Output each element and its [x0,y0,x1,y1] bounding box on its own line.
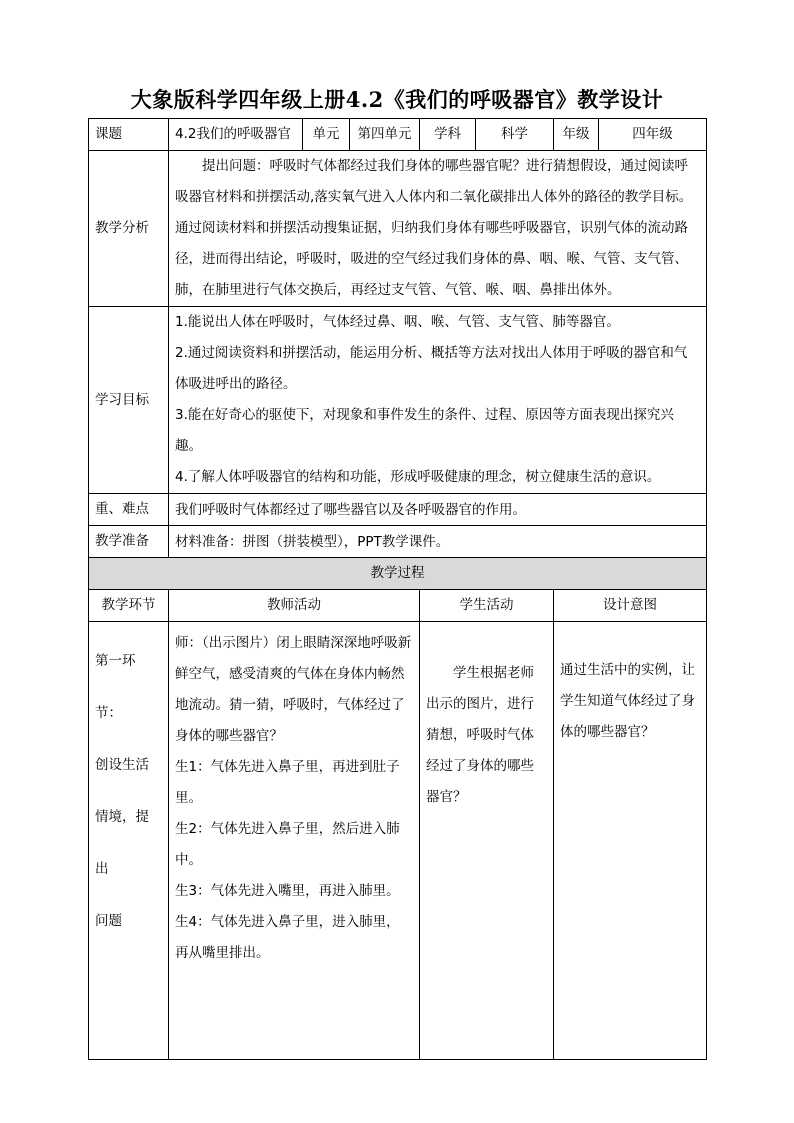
teacher-line: 生3：气体先进入嘴里，再进入肺里。 [175,883,400,899]
stage1-intent-cell [554,622,707,1060]
process-title-row [89,558,707,590]
process-section-title: 教学过程 [89,558,707,590]
teacher-line: 生4：气体先进入鼻子里，进入肺里，再从嘴里排出。 [175,914,400,961]
objectives-row [89,307,707,494]
course-label: 课题 [89,119,169,151]
stage1-stage-cell [89,622,169,1060]
teacher-line: 生1：气体先进入鼻子里，再进到肚子里。 [175,759,400,806]
preparation-label: 教学准备 [89,526,169,558]
key-points-text: 我们呼吸时气体都经过了哪些器官以及各呼吸器官的作用。 [169,494,707,526]
lesson-plan-table [88,118,707,1060]
analysis-text: 提出问题：呼吸时气体都经过我们身体的哪些器官呢？进行猜想假设，通过阅读呼吸器官材料和拼摆活动,落实氧气进入人体内和二氧化碳排出人体外的路径的教学目标。通过阅读材料和拼摆活动搜集证据，归纳我们身体有哪些呼吸器官，识别气体的流动路径，进而得出结论，呼吸时，吸进的空气经过我们身体的鼻、咽、喉、气管、支气管、肺，在肺里进行气体交换后，再经过支气管、气管、喉、咽、鼻排出体外。 [175,158,693,298]
stage1-teacher-cell [169,622,420,1060]
stage1-student-cell [420,622,554,1060]
analysis-cell [169,151,707,307]
key-points-row [89,494,707,526]
preparation-row [89,526,707,558]
stage1-stage-line: 第一环节： [95,653,136,721]
document-title: 大象版科学四年级上册4.2《我们的呼吸器官》教学设计 [130,87,664,112]
subject-label: 学科 [420,119,476,151]
grade-label: 年级 [554,119,599,151]
objective-item: 4.了解人体呼吸器官的结构和功能，形成呼吸健康的理念，树立健康生活的意识。 [175,469,661,485]
subject-value: 科学 [476,119,554,151]
stage1-row [89,622,707,1060]
objective-item: 1.能说出人体在呼吸时，气体经过鼻、咽、喉、气管、支气管、肺等器官。 [175,314,620,330]
stage1-stage-line: 创设生活 [95,757,149,773]
process-header-row [89,590,707,622]
stage1-stage-line: 问题 [95,913,122,929]
header-row [89,119,707,151]
unit-value: 第四单元 [350,119,420,151]
course-value: 4.2我们的呼吸器官 [169,119,303,151]
analysis-row [89,151,707,307]
stage1-stage-line: 情境，提出 [95,809,149,877]
preparation-text: 材料准备：拼图（拼装模型），PPT教学课件。 [169,526,707,558]
intent-text: 通过生活中的实例，让学生知道气体经过了身体的哪些器官？ [560,662,695,740]
analysis-label: 教学分析 [89,151,169,307]
col-stage-header: 教学环节 [89,590,169,622]
grade-value: 四年级 [599,119,707,151]
objectives-label: 学习目标 [89,307,169,494]
key-points-label: 重、难点 [89,494,169,526]
unit-label: 单元 [303,119,350,151]
teacher-line: 师：（出示图片）闭上眼睛深深地呼吸新鲜空气，感受清爽的气体在身体内畅然地流动。猜一猜，呼吸时，气体经过了身体的哪些器官？ [175,635,412,744]
col-teacher-header: 教师活动 [169,590,420,622]
col-student-header: 学生活动 [420,590,554,622]
col-intent-header: 设计意图 [554,590,707,622]
objectives-cell [169,307,707,494]
student-text: 学生根据老师出示的图片，进行猜想，呼吸时气体经过了身体的哪些器官？ [426,665,534,805]
teacher-line: 生2：气体先进入鼻子里，然后进入肺中。 [175,821,400,868]
objective-item: 3.能在好奇心的驱使下，对现象和事件发生的条件、过程、原因等方面表现出探究兴趣。 [175,407,674,454]
objective-item: 2.通过阅读资料和拼摆活动，能运用分析、概括等方法对找出人体用于呼吸的器官和气体吸进呼出的路径。 [175,345,688,392]
